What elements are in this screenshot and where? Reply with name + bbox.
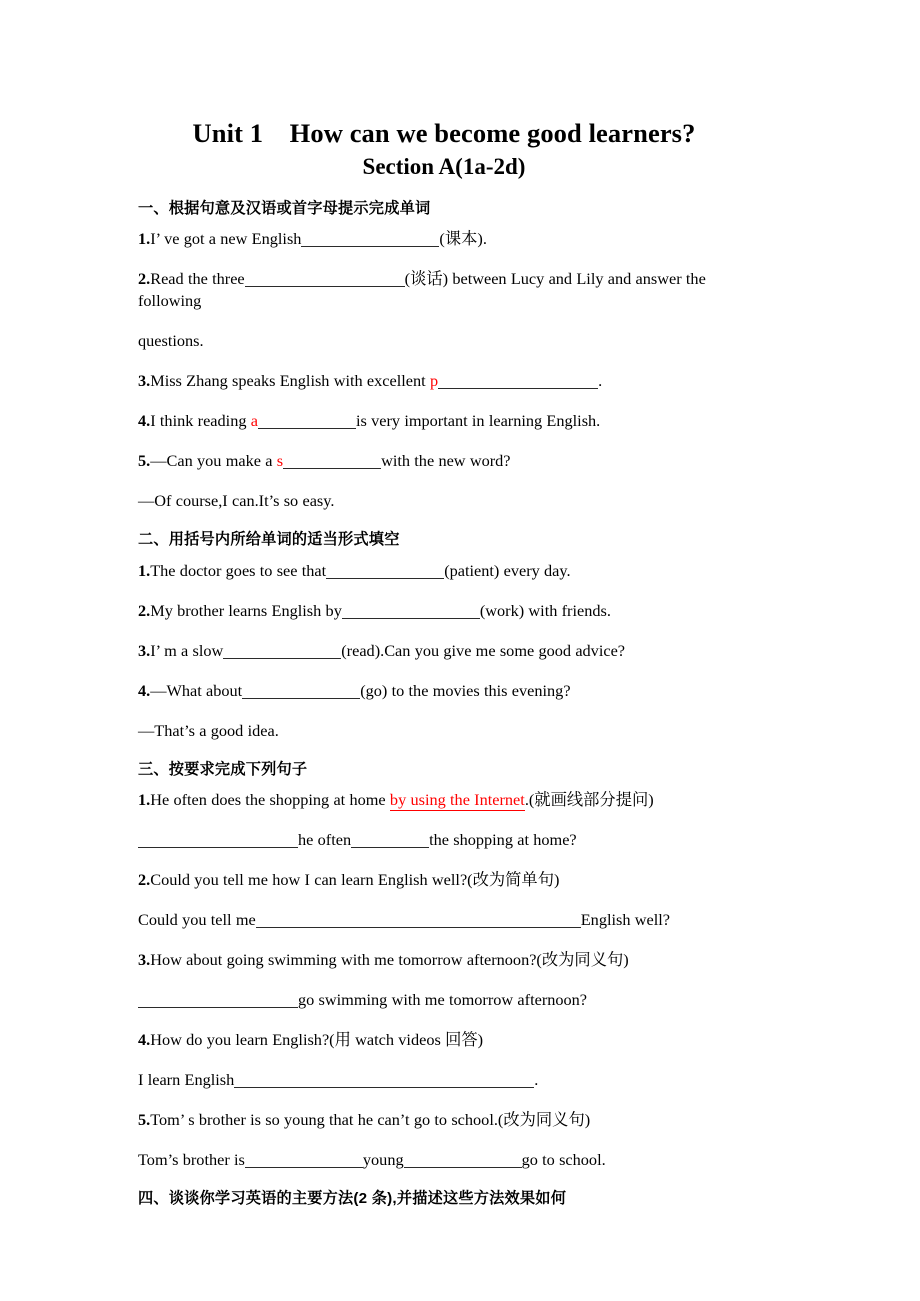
question-2-1 <box>138 560 750 582</box>
question-number: 5. <box>138 1110 151 1130</box>
question-number: 4. <box>138 680 151 700</box>
question-text: Miss Zhang speaks English with excellent <box>150 371 430 391</box>
question-3-4-prompt <box>138 1029 750 1051</box>
question-number: 1. <box>138 560 151 580</box>
section-heading-two: 二、用括号内所给单词的适当形式填空 <box>138 531 400 549</box>
question-text: Tom <box>150 1110 180 1130</box>
question-tail: (go) to the movies this evening? <box>360 680 571 700</box>
answer-text-cont: the shopping at home? <box>429 830 577 850</box>
answer-text: he often <box>298 830 352 850</box>
question-text: I <box>150 640 156 660</box>
question-text: He often does the shopping at home <box>150 790 390 810</box>
question-number: 4. <box>138 1030 151 1050</box>
underlined-phrase: by using the Internet <box>389 790 525 810</box>
page-subtitle: Section A(1a-2d) <box>362 154 526 180</box>
answer-text: go swimming with me tomorrow afternoon? <box>298 990 588 1010</box>
answer-blank[interactable] <box>234 1071 534 1088</box>
question-1-1 <box>138 228 750 250</box>
question-text: Read the three <box>150 269 245 289</box>
answer-blank[interactable] <box>326 562 444 579</box>
question-tail: (谈话) between Lucy and Lily and answer the following <box>138 269 706 311</box>
question-number: 2. <box>138 870 151 890</box>
question-tail: with the new word? <box>381 451 511 471</box>
question-3-1-prompt <box>138 789 750 811</box>
hint-letter: a <box>250 411 258 431</box>
question-text: The doctor goes to see that <box>150 560 327 580</box>
answer-blank[interactable] <box>258 412 356 429</box>
question-number: 3. <box>138 950 151 970</box>
answer-blank[interactable] <box>223 642 341 659</box>
question-3-5-answer <box>138 1149 750 1171</box>
answer-text-cont: English well? <box>580 910 671 930</box>
answer-blank[interactable] <box>138 991 298 1008</box>
question-text: I think reading <box>150 411 251 431</box>
question-instruction: .(就画线部分提问) <box>524 790 654 810</box>
question-tail: (work) with friends. <box>479 600 611 620</box>
question-3-5-prompt <box>138 1109 750 1131</box>
question-number: 5. <box>138 451 151 471</box>
question-1-5-reply: —Of course,I can.It’s so easy. <box>138 491 335 511</box>
question-1-4 <box>138 410 750 432</box>
question-2-2 <box>138 600 750 622</box>
section-heading-one: 一、根据句意及汉语或首字母提示完成单词 <box>138 199 431 217</box>
question-3-3-prompt <box>138 949 750 971</box>
question-tail: is very important in learning English. <box>355 411 601 431</box>
answer-blank[interactable] <box>283 452 381 469</box>
answer-text-cont: . <box>534 1070 539 1090</box>
question-3-4-answer <box>138 1069 750 1091</box>
question-number: 4. <box>138 411 151 431</box>
question-1-5 <box>138 450 750 472</box>
hint-letter: p <box>429 371 439 391</box>
answer-text: Tom’s brother is <box>138 1150 245 1170</box>
question-text: How about going swimming with me tomorrow afternoon?(改为同义句) <box>150 950 629 970</box>
answer-blank[interactable] <box>242 682 360 699</box>
question-2-3 <box>138 640 750 662</box>
question-number: 1. <box>138 790 151 810</box>
answer-text-cont: go to school. <box>521 1150 606 1170</box>
answer-blank[interactable] <box>342 602 480 619</box>
answer-blank[interactable] <box>438 372 598 389</box>
question-3-1-answer <box>138 829 750 851</box>
question-text: Could you tell me how I can learn English well?(改为简单句) <box>150 870 560 890</box>
question-tail: (课本). <box>439 229 487 249</box>
question-number: 1. <box>138 229 151 249</box>
question-3-2-answer <box>138 909 750 931</box>
answer-blank[interactable] <box>404 1151 522 1168</box>
question-number: 3. <box>138 371 151 391</box>
question-text-cont: s brother is so young that he can’t go to school.(改为同义句) <box>188 1110 591 1130</box>
answer-blank[interactable] <box>301 230 439 247</box>
question-number: 2. <box>138 600 151 620</box>
apostrophe: ’ <box>155 229 162 249</box>
answer-blank[interactable] <box>256 911 581 928</box>
answer-text-mid: young <box>362 1150 404 1170</box>
question-3-2-prompt <box>138 869 750 891</box>
page-title: Unit 1 How can we become good learners? <box>192 118 696 148</box>
section-heading-three: 三、按要求完成下列句子 <box>138 760 308 778</box>
question-2-4-reply: —That’s a good idea. <box>138 720 279 740</box>
question-3-3-answer <box>138 989 750 1011</box>
answer-blank[interactable] <box>351 831 429 848</box>
question-text: —What about <box>150 680 243 700</box>
document-body <box>138 118 750 1219</box>
apostrophe: ’ <box>155 640 162 660</box>
question-tail: (patient) every day. <box>444 560 571 580</box>
question-text-cont: ve got a new English <box>164 229 302 249</box>
answer-blank[interactable] <box>245 270 405 287</box>
question-number: 3. <box>138 640 151 660</box>
question-text: How do you learn English?(用 watch videos 回答) <box>150 1030 484 1050</box>
answer-blank[interactable] <box>138 831 298 848</box>
question-tail: . <box>598 371 603 391</box>
question-2-4 <box>138 680 750 702</box>
question-text: I <box>150 229 156 249</box>
question-text: —Can you make a <box>150 451 277 471</box>
answer-text: Could you tell me <box>138 910 256 930</box>
question-text: My brother learns English by <box>150 600 342 620</box>
answer-text: I learn English <box>138 1070 235 1090</box>
question-number: 2. <box>138 269 151 289</box>
question-text-cont: m a slow <box>164 640 224 660</box>
question-1-3 <box>138 370 750 392</box>
question-tail: (read).Can you give me some good advice? <box>341 640 626 660</box>
section-heading-four: 四、谈谈你学习英语的主要方法(2 条),并描述这些方法效果如何 <box>138 1190 567 1208</box>
hint-letter: s <box>276 451 284 471</box>
apostrophe: ’ <box>179 1110 186 1130</box>
question-1-2 <box>138 268 750 312</box>
question-1-2-wrap: questions. <box>138 331 204 351</box>
answer-blank[interactable] <box>245 1151 363 1168</box>
